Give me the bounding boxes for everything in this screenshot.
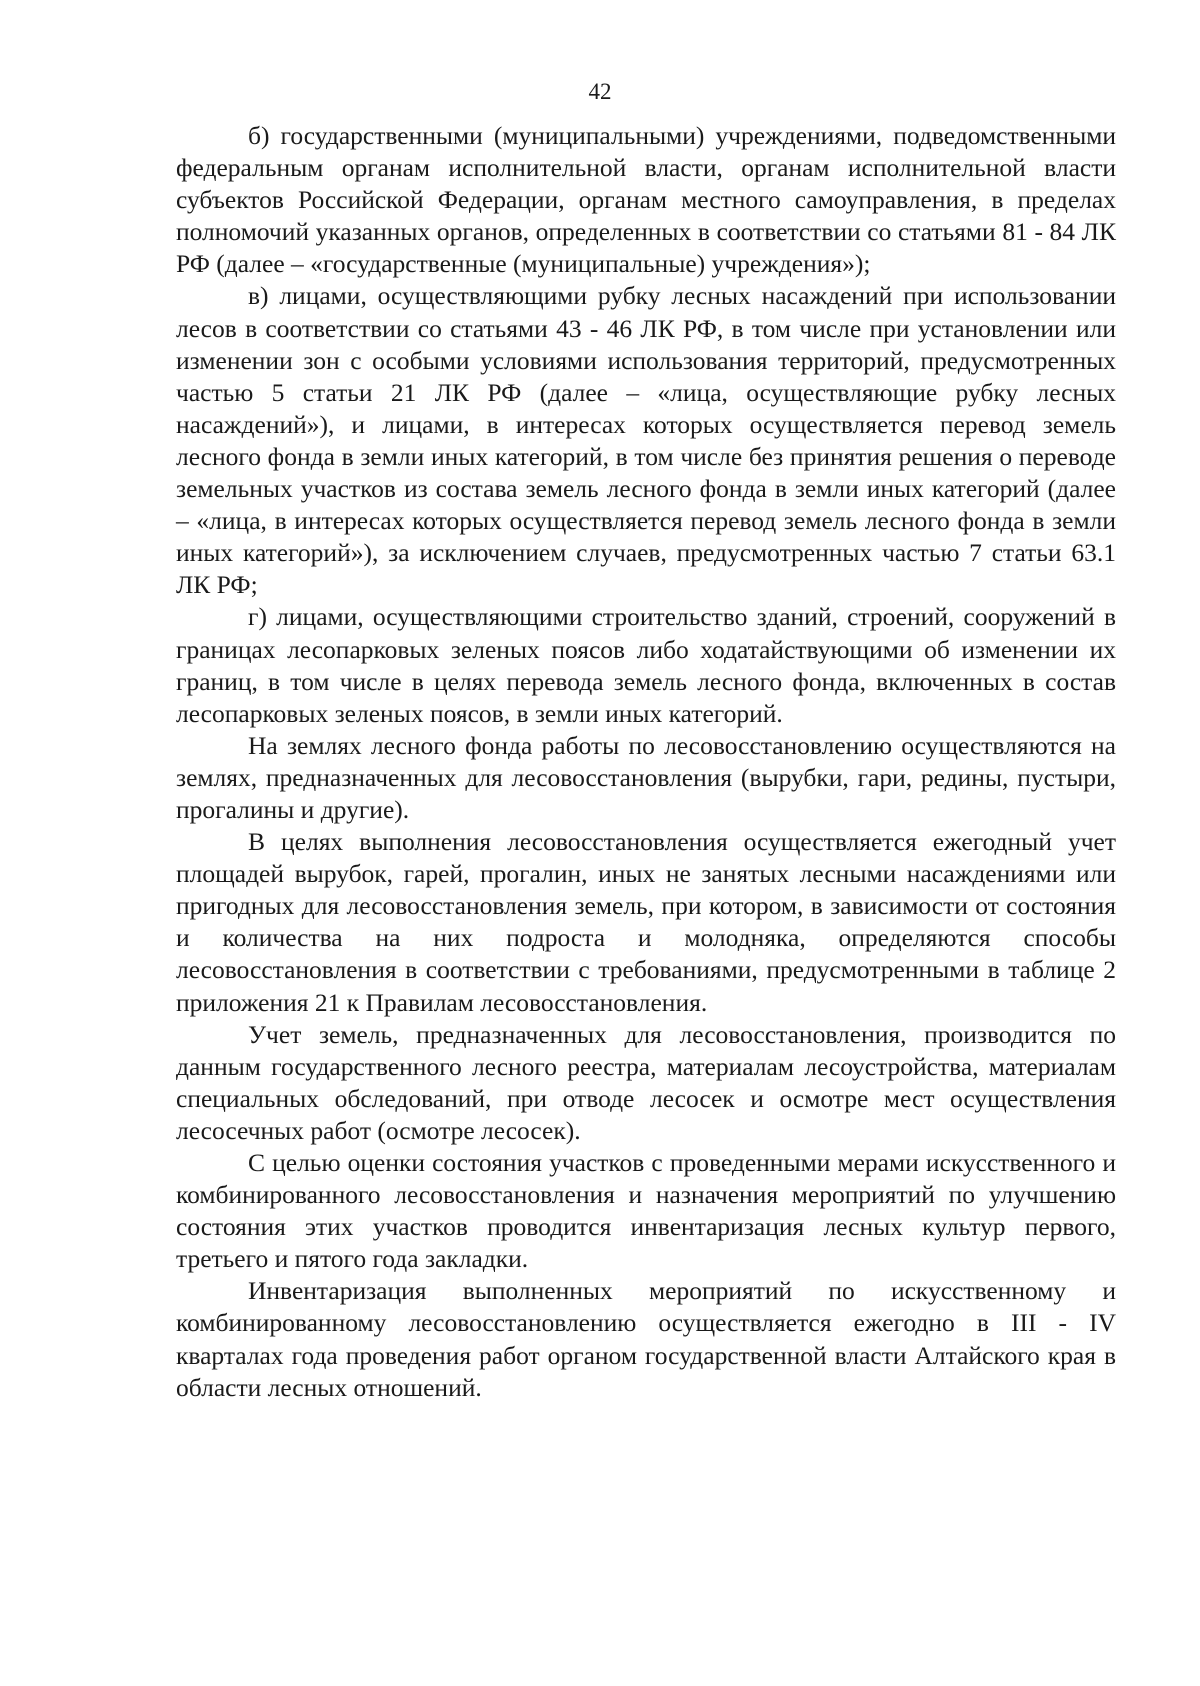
paragraph-item-b: б) государственными (муниципальными) учреждениями, подведомственными федеральным органам исполнительной власти, органам исполнительной власти субъектов Российской Федерации, органам местного самоуправления, в пределах полномочий указанных органов, определенных в соответствии со статьями 81 - 84 ЛК РФ (далее – «государственные (муниципальные) учреждения»); [176,121,1116,279]
paragraph-reforestation-lands: На землях лесного фонда работы по лесовосстановлению осуществляются на землях, предназначенных для лесовосстановления (вырубки, гари, редины, пустыри, прогалины и другие). [176,730,1116,824]
paragraph-inventory-schedule: Инвентаризация выполненных мероприятий по искусственному и комбинированному лесовосстановлению осуществляется ежегодно в III - IV кварталах года проведения работ органом государственной власти Алтайского края в области лесных отношений. [176,1276,1116,1402]
paragraph-annual-accounting: В целях выполнения лесовосстановления осуществляется ежегодный учет площадей вырубок, гарей, прогалин, иных не занятых лесными насаждениями или пригодных для лесовосстановления земель, при котором, в зависимости от состояния и количества на них подроста и молодняка, определяются способы лесовосстановления в соответствии с требованиями, предусмотренными в таблице 2 приложения 21 к Правилам лесовосстановления. [176,827,1116,1017]
paragraph-land-accounting-sources: Учет земель, предназначенных для лесовосстановления, производится по данным государственного лесного реестра, материалам лесоустройства, материалам специальных обследований, при отводе лесосек и осмотре мест осуществления лесосечных работ (осмотре лесосек). [176,1019,1116,1145]
paragraph-item-g: г) лицами, осуществляющими строительство зданий, строений, сооружений в границах лесопарковых зеленых поясов либо ходатайствующими об изменении их границ, в том числе в целях перевода земель лесного фонда, включенных в состав лесопарковых зеленых поясов, в земли иных категорий. [176,602,1116,728]
paragraph-inventory-purpose: С целью оценки состояния участков с проведенными мерами искусственного и комбинированного лесовосстановления и назначения мероприятий по улучшению состояния этих участков проводится инвентаризация лесных культур первого, третьего и пятого года закладки. [176,1148,1116,1274]
document-body [176,120,1116,1404]
paragraph-item-v: в) лицами, осуществляющими рубку лесных насаждений при использовании лесов в соответствии со статьями 43 - 46 ЛК РФ, в том числе при установлении или изменении зон с особыми условиями использования территорий, предусмотренных частью 5 статьи 21 ЛК РФ (далее – «лица, осуществляющие рубку лесных насаждений»), и лицами, в интересах которых осуществляется перевод земель лесного фонда в земли иных категорий, в том числе без принятия решения о переводе земельных участков из состава земель лесного фонда в земли иных категорий (далее – «лица, в интересах которых осуществляется перевод земель лесного фонда в земли иных категорий»), за исключением случаев, предусмотренных частью 7 статьи 63.1 ЛК РФ; [176,281,1116,600]
page-number: 42 [588,79,612,104]
